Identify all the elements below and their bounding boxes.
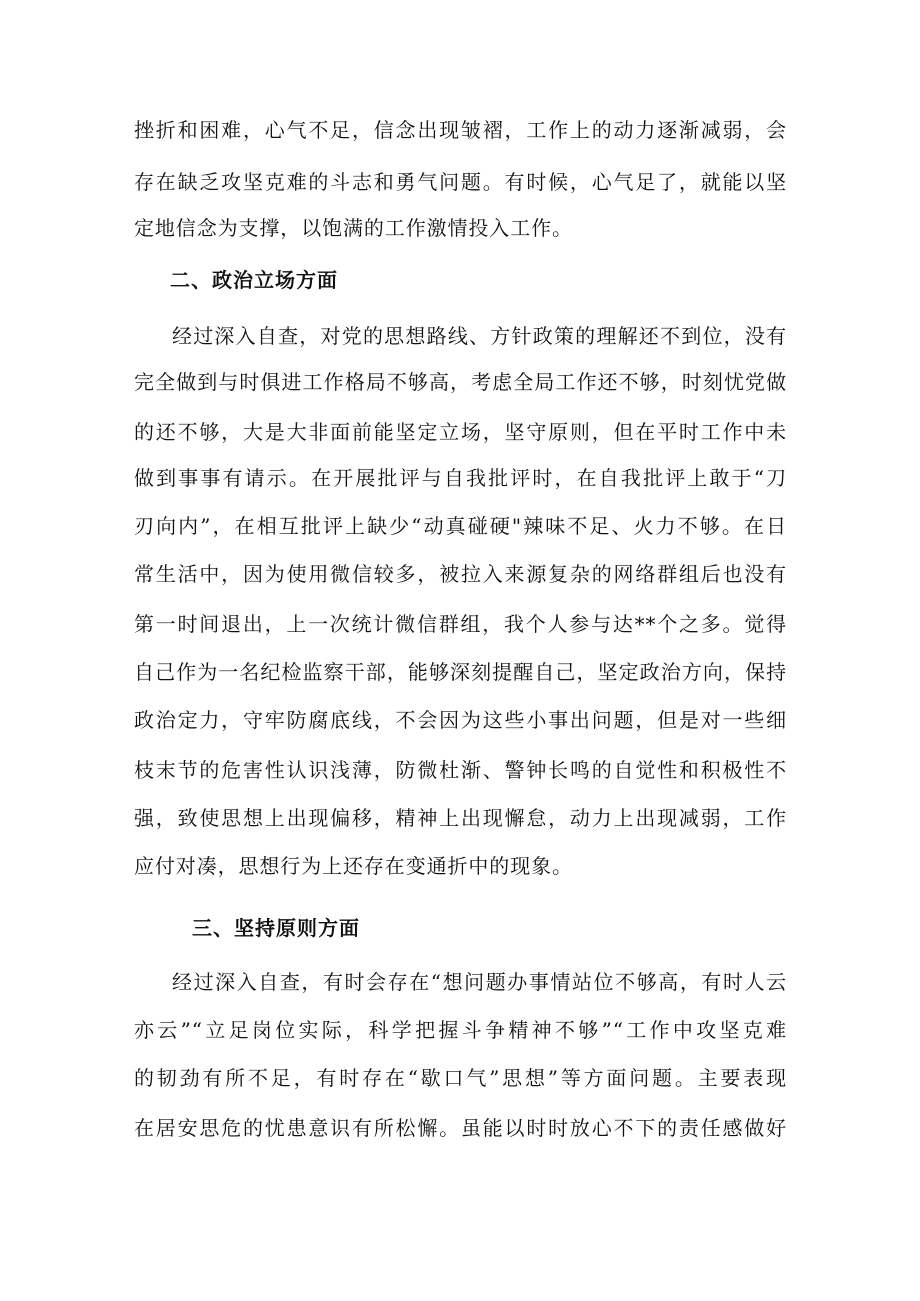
section-heading-political-stance: 二、政治立场方面 [170, 268, 338, 292]
text-line: 应付对凑，思想行为上还存在变通折中的现象。 [134, 854, 573, 878]
section-heading-upholding-principles: 三、坚持原则方面 [192, 916, 360, 940]
text-line: 完全做到与时俱进工作格局不够高，考虑全局工作还不够，时刻忧党做 [134, 370, 787, 394]
text-line: 政治定力，守牢防腐底线，不会因为这些小事出问题，但是对一些细 [134, 708, 787, 732]
text-line: 的韧劲有所不足，有时存在“歇口气”思想”等方面问题。主要表现 [134, 1066, 787, 1090]
text-line: 经过深入自查，有时会存在“想问题办事情站位不够高，有时人云 [172, 970, 787, 994]
text-line: 枝末节的危害性认识浅薄，防微杜渐、警钟长鸣的自觉性和积极性不 [134, 758, 787, 782]
text-line: 在居安思危的忧患意识有所松懈。虽能以时时放心不下的责任感做好 [134, 1116, 787, 1140]
text-line: 存在缺乏攻坚克难的斗志和勇气问题。有时候，心气足了，就能以坚 [134, 170, 787, 194]
text-line: 刃向内”，在相互批评上缺少“动真碰硬"辣味不足、火力不够。在日 [134, 514, 787, 538]
text-line: 常生活中，因为使用微信较多，被拉入来源复杂的网络群组后也没有 [134, 562, 787, 586]
text-line: 亦云”“立足岗位实际，科学把握斗争精神不够”“工作中攻坚克难 [134, 1018, 787, 1042]
text-line: 自己作为一名纪检监察干部，能够深刻提醒自己，坚定政治方向，保持 [134, 660, 787, 684]
text-line: 强，致使思想上出现偏移，精神上出现懈怠，动力上出现减弱，工作 [134, 806, 787, 830]
text-line: 定地信念为支撑，以饱满的工作激情投入工作。 [134, 216, 573, 240]
text-line: 第一时间退出，上一次统计微信群组，我个人参与达**个之多。觉得 [134, 612, 787, 636]
text-line: 挫折和困难，心气不足，信念出现皱褶，工作上的动力逐渐减弱，会 [134, 118, 787, 142]
text-line: 做到事事有请示。在开展批评与自我批评时，在自我批评上敢于“刀 [134, 466, 787, 490]
text-line: 经过深入自查，对党的思想路线、方针政策的理解还不到位，没有 [172, 324, 787, 348]
text-line: 的还不够，大是大非面前能坚定立场，坚守原则，但在平时工作中未 [134, 420, 787, 444]
